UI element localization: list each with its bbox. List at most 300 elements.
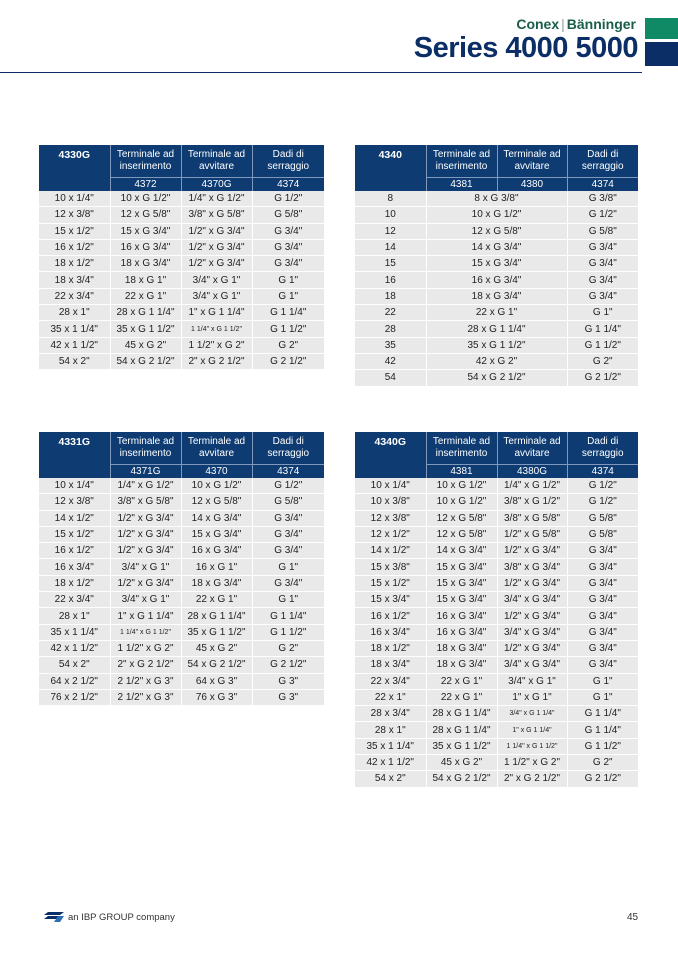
table-cell: G 1 1/4"	[567, 321, 638, 337]
table-cell: 45 x G 2"	[181, 640, 252, 656]
table-cell: G 5/8"	[252, 207, 324, 223]
table-cell: 12 x G 5/8"	[426, 510, 497, 526]
table-cell: G 1/2"	[567, 494, 638, 510]
table-cell: G 2"	[567, 353, 638, 369]
table-cell: G 3/4"	[252, 223, 324, 239]
table-code: 4331G	[39, 432, 110, 478]
brand-conex: Conex	[516, 16, 560, 32]
table-cell: G 3/4"	[567, 543, 638, 559]
table-cell: G 3"	[252, 673, 324, 689]
column-code: 4380	[497, 178, 567, 192]
table-cell: 16 x G 3/4"	[110, 239, 181, 255]
table-row	[39, 689, 324, 705]
table-cell: 10 x G 1/2"	[426, 207, 567, 223]
table-cell: 35 x G 1 1/2"	[426, 337, 567, 353]
table-cell: 12 x 3/8"	[355, 510, 426, 526]
column-code: 4370	[181, 465, 252, 479]
table-row	[355, 478, 638, 494]
table-row	[355, 592, 638, 608]
table-cell: 54 x 2"	[39, 657, 110, 673]
table-cell: 3/8" x G 3/4"	[497, 559, 567, 575]
table-code: 4340	[355, 145, 426, 191]
table-cell: 16 x 1/2"	[355, 608, 426, 624]
table-cell: 22 x 3/4"	[355, 673, 426, 689]
table-cell: 15 x G 3/4"	[110, 223, 181, 239]
table-row	[39, 353, 324, 369]
table-cell: 14 x 1/2"	[39, 510, 110, 526]
table-row	[355, 321, 638, 337]
table-cell: G 3/4"	[567, 575, 638, 591]
column-label: Terminale ad avvitare	[497, 432, 567, 465]
table-cell: 16 x 1/2"	[39, 543, 110, 559]
table-row	[39, 494, 324, 510]
table-cell: G 1 1/2"	[252, 624, 324, 640]
table-row	[355, 494, 638, 510]
table-cell: 15 x 3/4"	[355, 592, 426, 608]
table-cell: 15 x G 3/4"	[426, 592, 497, 608]
column-code: 4372	[110, 178, 181, 192]
table-cell: 2" x G 2 1/2"	[497, 771, 567, 787]
table-cell: 1/2" x G 3/4"	[181, 256, 252, 272]
table-row	[355, 272, 638, 288]
table-row	[39, 305, 324, 321]
table-cell: G 2"	[252, 640, 324, 656]
table-cell: 14 x 1/2"	[355, 543, 426, 559]
column-code: 4374	[567, 178, 638, 192]
table-cell: 42 x G 2"	[426, 353, 567, 369]
table-row	[39, 624, 324, 640]
table-cell: G 1"	[567, 689, 638, 705]
table-4340	[355, 145, 638, 387]
table-cell: 15 x 1/2"	[355, 575, 426, 591]
table-cell: G 3/4"	[567, 288, 638, 304]
table-cell: G 1"	[567, 305, 638, 321]
table-cell: 42 x 1 1/2"	[39, 640, 110, 656]
page-number: 45	[627, 912, 639, 923]
table-cell: 22 x G 1"	[426, 673, 497, 689]
table-cell: G 5/8"	[567, 526, 638, 542]
table-cell: 28	[355, 321, 426, 337]
column-code: 4381	[426, 465, 497, 479]
table-cell: 22	[355, 305, 426, 321]
table-cell: G 5/8"	[567, 223, 638, 239]
table-cell: 10 x G 1/2"	[181, 478, 252, 494]
table-cell: 16 x G 3/4"	[426, 608, 497, 624]
table-cell: 45 x G 2"	[426, 755, 497, 771]
table-cell: 3/4" x G 3/4"	[497, 624, 567, 640]
table-cell: 1/2" x G 3/4"	[110, 543, 181, 559]
table-cell: 18 x 1/2"	[355, 640, 426, 656]
table-row	[39, 673, 324, 689]
column-code: 4381	[426, 178, 497, 192]
table-row	[355, 256, 638, 272]
table-cell: G 1 1/4"	[252, 305, 324, 321]
column-label: Terminale ad avvitare	[181, 432, 252, 465]
table-cell: G 1 1/2"	[252, 321, 324, 337]
table-cell: 22 x G 1"	[426, 689, 497, 705]
table-cell: 16 x G 3/4"	[426, 272, 567, 288]
table-cell: G 1 1/4"	[567, 706, 638, 722]
table-cell: G 1/2"	[252, 478, 324, 494]
table-cell: 35 x G 1 1/2"	[181, 624, 252, 640]
table-code: 4330G	[39, 145, 110, 191]
table-cell: 1/4" x G 1/2"	[181, 191, 252, 207]
table-cell: 10 x 1/4"	[39, 191, 110, 207]
table-row	[355, 543, 638, 559]
table-cell: 1" x G 1 1/4"	[497, 722, 567, 738]
table-cell: 3/8" x G 5/8"	[110, 494, 181, 510]
footer-company-text: an IBP GROUP company	[68, 912, 175, 923]
table-row	[355, 559, 638, 575]
table-4340G	[355, 432, 638, 788]
table-cell: 8 x G 3/8"	[426, 191, 567, 207]
column-code: 4380G	[497, 465, 567, 479]
table-cell: 64 x 2 1/2"	[39, 673, 110, 689]
table-cell: 16	[355, 272, 426, 288]
table-cell: 18 x G 3/4"	[110, 256, 181, 272]
table-cell: 10 x G 1/2"	[426, 478, 497, 494]
table-row	[355, 657, 638, 673]
table-row	[355, 370, 638, 386]
table-cell: 12 x 3/8"	[39, 207, 110, 223]
table-cell: 15 x G 3/4"	[426, 559, 497, 575]
table-cell: 14 x G 3/4"	[181, 510, 252, 526]
table-cell: 1 1/4" x G 1 1/2"	[497, 738, 567, 754]
table-row	[39, 559, 324, 575]
table-cell: 3/4" x G 1"	[110, 592, 181, 608]
table-cell: 1/4" x G 1/2"	[110, 478, 181, 494]
table-cell: 3/4" x G 1 1/4"	[497, 706, 567, 722]
table-cell: G 1 1/4"	[567, 722, 638, 738]
table-row	[355, 305, 638, 321]
table-cell: 10 x 3/8"	[355, 494, 426, 510]
table-cell: G 2 1/2"	[567, 771, 638, 787]
column-label: Dadi di serraggio	[567, 145, 638, 178]
table-cell: 16 x 1/2"	[39, 239, 110, 255]
table-cell: 10	[355, 207, 426, 223]
table-code: 4340G	[355, 432, 426, 478]
table-cell: 22 x 1"	[355, 689, 426, 705]
table-cell: G 1"	[252, 559, 324, 575]
table-cell: 54	[355, 370, 426, 386]
table-row	[39, 191, 324, 207]
table-row	[39, 239, 324, 255]
header-rule	[0, 72, 642, 73]
table-row	[39, 510, 324, 526]
table-cell: 28 x 1"	[39, 305, 110, 321]
table-cell: 3/4" x G 1"	[181, 272, 252, 288]
table-row	[39, 337, 324, 353]
table-cell: G 1"	[252, 592, 324, 608]
column-label: Dadi di serraggio	[252, 145, 324, 178]
table-cell: 1/4" x G 1/2"	[497, 478, 567, 494]
table-cell: 3/4" x G 1"	[181, 288, 252, 304]
table-row	[355, 510, 638, 526]
table-cell: G 1 1/2"	[567, 337, 638, 353]
table-row	[355, 738, 638, 754]
table-row	[39, 526, 324, 542]
table-cell: G 2"	[567, 755, 638, 771]
table-row	[355, 689, 638, 705]
table-row	[355, 526, 638, 542]
column-label: Terminale ad inserimento	[110, 145, 181, 178]
column-code: 4374	[252, 178, 324, 192]
table-cell: 28 x 1"	[39, 608, 110, 624]
table-cell: 45 x G 2"	[110, 337, 181, 353]
table-row	[39, 592, 324, 608]
table-cell: 1/2" x G 3/4"	[497, 640, 567, 656]
table-row	[355, 755, 638, 771]
table-cell: 15 x G 3/4"	[181, 526, 252, 542]
table-cell: G 3/4"	[567, 256, 638, 272]
table-cell: 1 1/4" x G 1 1/2"	[110, 624, 181, 640]
table-cell: G 2 1/2"	[252, 353, 324, 369]
table-row	[39, 575, 324, 591]
table-cell: G 3/8"	[567, 191, 638, 207]
table-cell: G 3/4"	[567, 657, 638, 673]
table-cell: 54 x 2"	[39, 353, 110, 369]
table-cell: 76 x 2 1/2"	[39, 689, 110, 705]
table-cell: 1 1/2" x G 2"	[497, 755, 567, 771]
table-cell: 54 x G 2 1/2"	[426, 771, 497, 787]
brand-logo-text	[516, 16, 636, 32]
table-row	[355, 207, 638, 223]
column-label: Terminale ad inserimento	[426, 145, 497, 178]
table-cell: G 5/8"	[252, 494, 324, 510]
table-cell: 16 x G 3/4"	[181, 543, 252, 559]
table-cell: 3/8" x G 5/8"	[181, 207, 252, 223]
table-cell: G 1 1/2"	[567, 738, 638, 754]
table-row	[355, 673, 638, 689]
table-cell: 3/4" x G 1"	[497, 673, 567, 689]
table-cell: 35 x G 1 1/2"	[426, 738, 497, 754]
table-cell: 76 x G 3"	[181, 689, 252, 705]
table-cell: G 3/4"	[252, 239, 324, 255]
column-code: 4374	[252, 465, 324, 479]
column-label: Dadi di serraggio	[567, 432, 638, 465]
table-cell: 14	[355, 239, 426, 255]
table-cell: 1/2" x G 5/8"	[497, 526, 567, 542]
table-row	[39, 321, 324, 337]
table-cell: 2" x G 2 1/2"	[110, 657, 181, 673]
table-cell: 10 x G 1/2"	[426, 494, 497, 510]
table-cell: 16 x 3/4"	[39, 559, 110, 575]
brand-green-block	[645, 18, 678, 39]
table-cell: 1/2" x G 3/4"	[181, 239, 252, 255]
table-cell: 28 x 3/4"	[355, 706, 426, 722]
table-row	[355, 722, 638, 738]
table-cell: 1" x G 1 1/4"	[110, 608, 181, 624]
table-cell: 12 x G 5/8"	[181, 494, 252, 510]
table-cell: G 1/2"	[252, 191, 324, 207]
series-title: Series 4000 5000	[413, 32, 638, 64]
table-row	[39, 288, 324, 304]
table-cell: 35 x 1 1/4"	[39, 624, 110, 640]
table-row	[355, 640, 638, 656]
table-4331G	[39, 432, 324, 706]
table-cell: 12 x G 5/8"	[110, 207, 181, 223]
table-cell: G 2 1/2"	[252, 657, 324, 673]
table-cell: G 5/8"	[567, 510, 638, 526]
table-cell: 42 x 1 1/2"	[355, 755, 426, 771]
table-cell: 54 x G 2 1/2"	[426, 370, 567, 386]
table-cell: 22 x G 1"	[426, 305, 567, 321]
table-cell: 18 x G 3/4"	[426, 288, 567, 304]
table-row	[39, 543, 324, 559]
table-row	[39, 207, 324, 223]
table-row	[39, 640, 324, 656]
column-code: 4374	[567, 465, 638, 479]
table-cell: 1" x G 1 1/4"	[181, 305, 252, 321]
table-cell: 1/2" x G 3/4"	[110, 526, 181, 542]
table-cell: G 3/4"	[567, 239, 638, 255]
table-cell: 22 x 3/4"	[39, 592, 110, 608]
table-cell: G 3/4"	[252, 543, 324, 559]
table-cell: 22 x G 1"	[181, 592, 252, 608]
table-cell: 18 x 1/2"	[39, 575, 110, 591]
table-cell: G 3/4"	[252, 256, 324, 272]
table-cell: 12 x 1/2"	[355, 526, 426, 542]
table-cell: 22 x 3/4"	[39, 288, 110, 304]
table-cell: G 3/4"	[252, 575, 324, 591]
table-cell: G 3/4"	[567, 592, 638, 608]
table-cell: 54 x 2"	[355, 771, 426, 787]
table-row	[355, 575, 638, 591]
table-cell: 22 x G 1"	[110, 288, 181, 304]
table-cell: 35 x 1 1/4"	[355, 738, 426, 754]
table-cell: G 1 1/4"	[252, 608, 324, 624]
table-cell: 15 x G 3/4"	[426, 256, 567, 272]
table-cell: G 1/2"	[567, 478, 638, 494]
table-cell: 35	[355, 337, 426, 353]
table-cell: G 3/4"	[252, 526, 324, 542]
table-cell: G 3"	[252, 689, 324, 705]
table-row	[355, 239, 638, 255]
table-cell: 15 x G 3/4"	[426, 575, 497, 591]
table-row	[355, 337, 638, 353]
table-cell: 15 x 3/8"	[355, 559, 426, 575]
table-cell: 3/4" x G 3/4"	[497, 592, 567, 608]
table-cell: 18 x G 3/4"	[426, 640, 497, 656]
table-cell: 3/8" x G 1/2"	[497, 494, 567, 510]
table-cell: 1/2" x G 3/4"	[181, 223, 252, 239]
table-cell: 15 x 1/2"	[39, 526, 110, 542]
table-cell: G 1"	[567, 673, 638, 689]
table-cell: 12 x G 5/8"	[426, 526, 497, 542]
table-cell: 18 x 3/4"	[355, 657, 426, 673]
table-cell: 1 1/2" x G 2"	[181, 337, 252, 353]
table-cell: G 3/4"	[567, 559, 638, 575]
table-cell: 3/4" x G 3/4"	[497, 657, 567, 673]
table-cell: 35 x G 1 1/2"	[110, 321, 181, 337]
table-cell: 14 x G 3/4"	[426, 543, 497, 559]
table-cell: 18 x 1/2"	[39, 256, 110, 272]
table-row	[355, 191, 638, 207]
table-cell: 15	[355, 256, 426, 272]
table-cell: 18 x 3/4"	[39, 272, 110, 288]
ibp-stripes-icon	[44, 912, 64, 922]
table-cell: 10 x G 1/2"	[110, 191, 181, 207]
table-cell: G 3/4"	[567, 608, 638, 624]
table-row	[39, 272, 324, 288]
table-row	[39, 478, 324, 494]
table-cell: 16 x 3/4"	[355, 624, 426, 640]
table-cell: 8	[355, 191, 426, 207]
table-cell: G 3/4"	[252, 510, 324, 526]
brand-separator: |	[561, 16, 565, 32]
table-cell: 18 x G 1"	[110, 272, 181, 288]
column-label: Terminale ad avvitare	[497, 145, 567, 178]
table-cell: 35 x 1 1/4"	[39, 321, 110, 337]
table-row	[39, 223, 324, 239]
table-cell: G 2"	[252, 337, 324, 353]
table-cell: 28 x G 1 1/4"	[426, 321, 567, 337]
table-cell: 15 x 1/2"	[39, 223, 110, 239]
table-4330G	[39, 145, 324, 370]
table-cell: G 3/4"	[567, 272, 638, 288]
table-cell: 2 1/2" x G 3"	[110, 689, 181, 705]
table-cell: G 3/4"	[567, 640, 638, 656]
table-row	[39, 256, 324, 272]
column-label: Terminale ad inserimento	[110, 432, 181, 465]
table-cell: 42 x 1 1/2"	[39, 337, 110, 353]
table-cell: 28 x 1"	[355, 722, 426, 738]
table-cell: 1 1/4" x G 1 1/2"	[181, 321, 252, 337]
table-row	[355, 706, 638, 722]
table-cell: G 1/2"	[567, 207, 638, 223]
table-cell: 18 x G 3/4"	[426, 657, 497, 673]
column-label: Terminale ad avvitare	[181, 145, 252, 178]
table-row	[355, 771, 638, 787]
table-cell: 64 x G 3"	[181, 673, 252, 689]
table-cell: 28 x G 1 1/4"	[110, 305, 181, 321]
table-cell: 3/8" x G 5/8"	[497, 510, 567, 526]
column-label: Dadi di serraggio	[252, 432, 324, 465]
column-label: Terminale ad inserimento	[426, 432, 497, 465]
table-row	[39, 657, 324, 673]
table-cell: G 1"	[252, 288, 324, 304]
table-cell: 1/2" x G 3/4"	[497, 543, 567, 559]
table-cell: 16 x G 3/4"	[426, 624, 497, 640]
table-row	[355, 223, 638, 239]
table-cell: 18	[355, 288, 426, 304]
table-cell: 10 x 1/4"	[39, 478, 110, 494]
table-cell: 54 x G 2 1/2"	[110, 353, 181, 369]
table-cell: 12	[355, 223, 426, 239]
column-code: 4370G	[181, 178, 252, 192]
table-cell: 1/2" x G 3/4"	[110, 510, 181, 526]
table-row	[355, 608, 638, 624]
table-cell: 1" x G 1"	[497, 689, 567, 705]
column-code: 4371G	[110, 465, 181, 479]
table-cell: 1/2" x G 3/4"	[110, 575, 181, 591]
table-cell: 28 x G 1 1/4"	[426, 706, 497, 722]
table-cell: 1 1/2" x G 2"	[110, 640, 181, 656]
table-cell: G 1"	[252, 272, 324, 288]
table-cell: 2" x G 2 1/2"	[181, 353, 252, 369]
table-cell: 54 x G 2 1/2"	[181, 657, 252, 673]
table-cell: 28 x G 1 1/4"	[181, 608, 252, 624]
table-row	[355, 288, 638, 304]
table-row	[39, 608, 324, 624]
table-row	[355, 624, 638, 640]
table-cell: 1/2" x G 3/4"	[497, 575, 567, 591]
brand-navy-block	[645, 42, 678, 66]
table-cell: 12 x 3/8"	[39, 494, 110, 510]
table-cell: 1/2" x G 3/4"	[497, 608, 567, 624]
table-cell: 10 x 1/4"	[355, 478, 426, 494]
table-cell: 14 x G 3/4"	[426, 239, 567, 255]
